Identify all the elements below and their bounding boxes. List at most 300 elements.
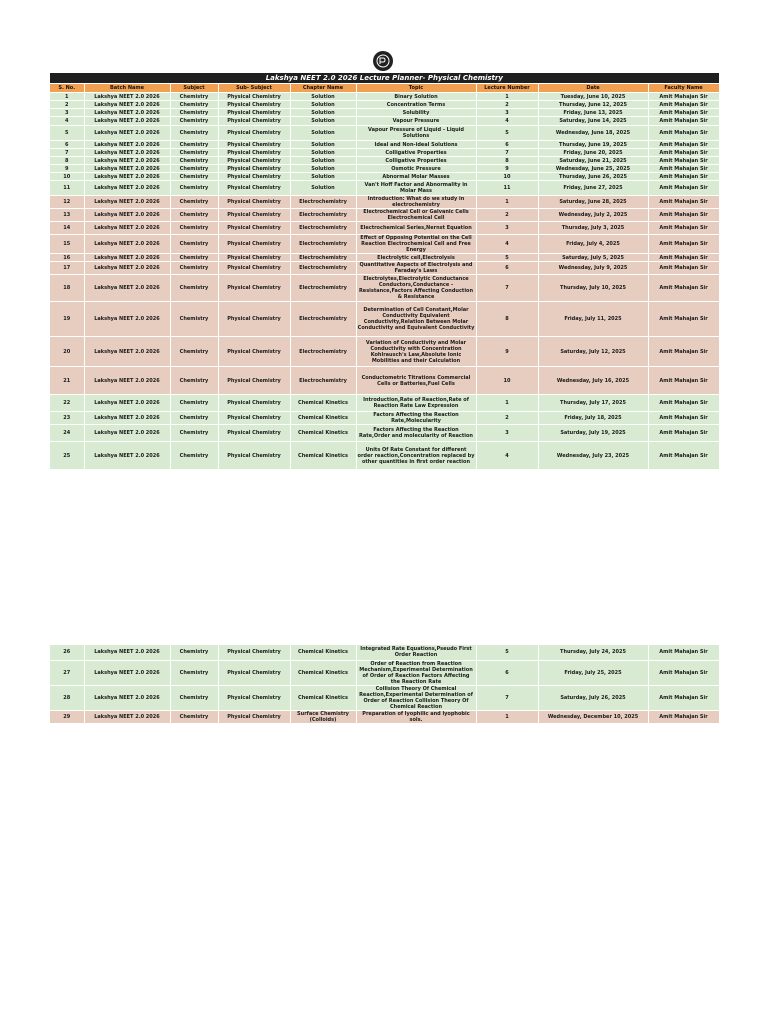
cell-sub-subject: Physical Chemistry (218, 685, 290, 710)
header-date: Date (538, 84, 648, 93)
cell-chapter-name: Solution (290, 141, 356, 149)
cell-subject: Chemistry (170, 442, 218, 470)
cell-date: Wednesday, December 10, 2025 (538, 710, 648, 723)
cell-batch-name: Lakshya NEET 2.0 2026 (84, 141, 170, 149)
table-row (50, 149, 719, 157)
cell-topic: Introduction: What do we study in electrochemistry (356, 196, 476, 209)
cell-batch-name: Lakshya NEET 2.0 2026 (84, 101, 170, 109)
cell-topic: Osmotic Pressure (356, 165, 476, 173)
header-topic: Topic (356, 84, 476, 93)
cell-sub-subject: Physical Chemistry (218, 275, 290, 302)
cell-chapter-name: Solution (290, 165, 356, 173)
header-batch-name: Batch Name (84, 84, 170, 93)
cell-topic: Introduction,Rate of Reaction,Rate of Reaction Rate Law Expression (356, 395, 476, 412)
cell-chapter-name: Electrochemistry (290, 209, 356, 222)
table-row (50, 181, 719, 196)
cell-sub-subject: Physical Chemistry (218, 302, 290, 337)
cell-date: Saturday, June 14, 2025 (538, 117, 648, 126)
cell-sub-subject: Physical Chemistry (218, 262, 290, 275)
cell-date: Saturday, June 28, 2025 (538, 196, 648, 209)
cell-batch-name: Lakshya NEET 2.0 2026 (84, 149, 170, 157)
cell-date: Wednesday, June 25, 2025 (538, 165, 648, 173)
cell-chapter-name: Solution (290, 126, 356, 141)
cell-chapter-name: Solution (290, 109, 356, 117)
cell-batch-name: Lakshya NEET 2.0 2026 (84, 442, 170, 470)
cell-batch-name: Lakshya NEET 2.0 2026 (84, 173, 170, 181)
cell-topic: Electrolytic cell,Electrolysis (356, 254, 476, 262)
cell-date: Friday, June 20, 2025 (538, 149, 648, 157)
cell-batch-name: Lakshya NEET 2.0 2026 (84, 196, 170, 209)
cell-s-no: 29 (50, 710, 84, 723)
cell-chapter-name: Solution (290, 181, 356, 196)
table-row (50, 126, 719, 141)
cell-subject: Chemistry (170, 173, 218, 181)
cell-s-no: 14 (50, 222, 84, 235)
cell-batch-name: Lakshya NEET 2.0 2026 (84, 645, 170, 660)
cell-subject: Chemistry (170, 196, 218, 209)
cell-batch-name: Lakshya NEET 2.0 2026 (84, 262, 170, 275)
cell-faculty-name: Amit Mahajan Sir (648, 645, 719, 660)
cell-subject: Chemistry (170, 117, 218, 126)
cell-topic: Concentration Terms (356, 101, 476, 109)
cell-lecture-number: 11 (476, 181, 538, 196)
cell-lecture-number: 1 (476, 395, 538, 412)
table-row (50, 141, 719, 149)
cell-subject: Chemistry (170, 275, 218, 302)
cell-subject: Chemistry (170, 222, 218, 235)
cell-chapter-name: Solution (290, 93, 356, 101)
cell-chapter-name: Solution (290, 173, 356, 181)
table-row (50, 209, 719, 222)
header-s-no: S. No. (50, 84, 84, 93)
cell-lecture-number: 8 (476, 302, 538, 337)
cell-subject: Chemistry (170, 425, 218, 442)
cell-sub-subject: Physical Chemistry (218, 412, 290, 425)
cell-faculty-name: Amit Mahajan Sir (648, 209, 719, 222)
cell-subject: Chemistry (170, 395, 218, 412)
cell-sub-subject: Physical Chemistry (218, 109, 290, 117)
cell-faculty-name: Amit Mahajan Sir (648, 412, 719, 425)
cell-date: Wednesday, June 18, 2025 (538, 126, 648, 141)
cell-faculty-name: Amit Mahajan Sir (648, 222, 719, 235)
cell-chapter-name: Electrochemistry (290, 196, 356, 209)
cell-faculty-name: Amit Mahajan Sir (648, 117, 719, 126)
cell-lecture-number: 8 (476, 157, 538, 165)
cell-s-no: 15 (50, 235, 84, 254)
cell-sub-subject: Physical Chemistry (218, 165, 290, 173)
cell-sub-subject: Physical Chemistry (218, 181, 290, 196)
cell-batch-name: Lakshya NEET 2.0 2026 (84, 685, 170, 710)
cell-chapter-name: Chemical Kinetics (290, 412, 356, 425)
table-row (50, 254, 719, 262)
cell-chapter-name: Solution (290, 101, 356, 109)
header-sub-subject: Sub- Subject (218, 84, 290, 93)
table-row (50, 173, 719, 181)
cell-batch-name: Lakshya NEET 2.0 2026 (84, 412, 170, 425)
cell-s-no: 17 (50, 262, 84, 275)
cell-subject: Chemistry (170, 181, 218, 196)
cell-chapter-name: Solution (290, 149, 356, 157)
cell-lecture-number: 6 (476, 262, 538, 275)
cell-s-no: 4 (50, 117, 84, 126)
cell-faculty-name: Amit Mahajan Sir (648, 367, 719, 395)
cell-s-no: 8 (50, 157, 84, 165)
cell-chapter-name: Electrochemistry (290, 367, 356, 395)
cell-lecture-number: 6 (476, 141, 538, 149)
cell-sub-subject: Physical Chemistry (218, 157, 290, 165)
cell-topic: Quantitative Aspects of Electrolysis and Faraday's Laws (356, 262, 476, 275)
cell-batch-name: Lakshya NEET 2.0 2026 (84, 117, 170, 126)
cell-chapter-name: Chemical Kinetics (290, 425, 356, 442)
cell-date: Friday, June 27, 2025 (538, 181, 648, 196)
cell-batch-name: Lakshya NEET 2.0 2026 (84, 93, 170, 101)
cell-s-no: 18 (50, 275, 84, 302)
cell-faculty-name: Amit Mahajan Sir (648, 141, 719, 149)
cell-subject: Chemistry (170, 685, 218, 710)
cell-s-no: 25 (50, 442, 84, 470)
cell-topic: Van't Hoff Factor and Abnormality in Molar Mass (356, 181, 476, 196)
cell-s-no: 11 (50, 181, 84, 196)
cell-sub-subject: Physical Chemistry (218, 425, 290, 442)
cell-topic: Solubility (356, 109, 476, 117)
cell-lecture-number: 2 (476, 412, 538, 425)
cell-date: Saturday, July 5, 2025 (538, 254, 648, 262)
lecture-planner-table (50, 73, 720, 470)
table-row (50, 302, 719, 337)
cell-topic: Collision Theory Of Chemical Reaction,Experimental Determination of Order of Reaction Collision Theory Of Chemical Reaction (356, 685, 476, 710)
cell-date: Saturday, July 19, 2025 (538, 425, 648, 442)
cell-sub-subject: Physical Chemistry (218, 101, 290, 109)
cell-lecture-number: 6 (476, 660, 538, 685)
cell-subject: Chemistry (170, 235, 218, 254)
cell-chapter-name: Chemical Kinetics (290, 395, 356, 412)
cell-chapter-name: Surface Chemistry (Colloids) (290, 710, 356, 723)
cell-lecture-number: 4 (476, 442, 538, 470)
cell-s-no: 12 (50, 196, 84, 209)
cell-date: Wednesday, July 9, 2025 (538, 262, 648, 275)
cell-topic: Factors Affecting the Reaction Rate,Order and molecularity of Reaction (356, 425, 476, 442)
cell-lecture-number: 1 (476, 710, 538, 723)
cell-topic: Preparation of lyophilic and lyophobic sols. (356, 710, 476, 723)
cell-lecture-number: 9 (476, 165, 538, 173)
cell-lecture-number: 7 (476, 149, 538, 157)
cell-topic: Units Of Rate Constant for different order reaction,Concentration replaced by other quantities in first order reaction (356, 442, 476, 470)
cell-s-no: 2 (50, 101, 84, 109)
cell-subject: Chemistry (170, 126, 218, 141)
table-row (50, 196, 719, 209)
table-row (50, 442, 719, 470)
cell-date: Friday, July 11, 2025 (538, 302, 648, 337)
cell-chapter-name: Electrochemistry (290, 275, 356, 302)
cell-sub-subject: Physical Chemistry (218, 117, 290, 126)
cell-subject: Chemistry (170, 141, 218, 149)
cell-subject: Chemistry (170, 149, 218, 157)
cell-batch-name: Lakshya NEET 2.0 2026 (84, 254, 170, 262)
cell-batch-name: Lakshya NEET 2.0 2026 (84, 425, 170, 442)
cell-faculty-name: Amit Mahajan Sir (648, 157, 719, 165)
cell-subject: Chemistry (170, 101, 218, 109)
cell-sub-subject: Physical Chemistry (218, 660, 290, 685)
cell-faculty-name: Amit Mahajan Sir (648, 275, 719, 302)
cell-topic: Electrolytes,Electrolytic Conductance Conductors,Conductance - Resistance,Factors Affecting Conduction & Resistance (356, 275, 476, 302)
cell-s-no: 13 (50, 209, 84, 222)
cell-date: Friday, July 18, 2025 (538, 412, 648, 425)
cell-date: Thursday, June 19, 2025 (538, 141, 648, 149)
cell-lecture-number: 7 (476, 685, 538, 710)
cell-date: Thursday, July 24, 2025 (538, 645, 648, 660)
cell-date: Thursday, June 26, 2025 (538, 173, 648, 181)
cell-faculty-name: Amit Mahajan Sir (648, 254, 719, 262)
table-row (50, 222, 719, 235)
cell-subject: Chemistry (170, 710, 218, 723)
cell-batch-name: Lakshya NEET 2.0 2026 (84, 275, 170, 302)
cell-lecture-number: 2 (476, 209, 538, 222)
table-row (50, 395, 719, 412)
cell-sub-subject: Physical Chemistry (218, 222, 290, 235)
cell-s-no: 23 (50, 412, 84, 425)
cell-s-no: 16 (50, 254, 84, 262)
header-lecture-number: Lecture Number (476, 84, 538, 93)
cell-faculty-name: Amit Mahajan Sir (648, 262, 719, 275)
cell-lecture-number: 4 (476, 117, 538, 126)
cell-s-no: 10 (50, 173, 84, 181)
cell-faculty-name: Amit Mahajan Sir (648, 685, 719, 710)
cell-lecture-number: 5 (476, 126, 538, 141)
cell-sub-subject: Physical Chemistry (218, 93, 290, 101)
cell-lecture-number: 7 (476, 275, 538, 302)
cell-sub-subject: Physical Chemistry (218, 645, 290, 660)
cell-chapter-name: Electrochemistry (290, 254, 356, 262)
cell-chapter-name: Electrochemistry (290, 262, 356, 275)
cell-batch-name: Lakshya NEET 2.0 2026 (84, 710, 170, 723)
cell-faculty-name: Amit Mahajan Sir (648, 181, 719, 196)
cell-lecture-number: 3 (476, 109, 538, 117)
cell-faculty-name: Amit Mahajan Sir (648, 302, 719, 337)
cell-batch-name: Lakshya NEET 2.0 2026 (84, 395, 170, 412)
cell-batch-name: Lakshya NEET 2.0 2026 (84, 337, 170, 367)
cell-subject: Chemistry (170, 165, 218, 173)
cell-batch-name: Lakshya NEET 2.0 2026 (84, 157, 170, 165)
table-row (50, 165, 719, 173)
cell-s-no: 28 (50, 685, 84, 710)
cell-date: Wednesday, July 16, 2025 (538, 367, 648, 395)
cell-s-no: 20 (50, 337, 84, 367)
cell-date: Thursday, July 10, 2025 (538, 275, 648, 302)
cell-faculty-name: Amit Mahajan Sir (648, 165, 719, 173)
cell-topic: Vapour Pressure (356, 117, 476, 126)
cell-lecture-number: 4 (476, 235, 538, 254)
cell-date: Saturday, July 12, 2025 (538, 337, 648, 367)
cell-s-no: 27 (50, 660, 84, 685)
cell-chapter-name: Chemical Kinetics (290, 660, 356, 685)
cell-topic: Abnormal Molar Masses (356, 173, 476, 181)
cell-sub-subject: Physical Chemistry (218, 173, 290, 181)
cell-batch-name: Lakshya NEET 2.0 2026 (84, 181, 170, 196)
cell-topic: Ideal and Non-ideal Solutions (356, 141, 476, 149)
cell-batch-name: Lakshya NEET 2.0 2026 (84, 302, 170, 337)
cell-topic: Electrochemical Series,Nernst Equation (356, 222, 476, 235)
cell-sub-subject: Physical Chemistry (218, 126, 290, 141)
cell-s-no: 24 (50, 425, 84, 442)
cell-s-no: 1 (50, 93, 84, 101)
cell-chapter-name: Electrochemistry (290, 337, 356, 367)
cell-sub-subject: Physical Chemistry (218, 235, 290, 254)
table-row (50, 645, 719, 660)
cell-faculty-name: Amit Mahajan Sir (648, 149, 719, 157)
cell-topic: Factors Affecting the Reaction Rate,Molecularity (356, 412, 476, 425)
cell-batch-name: Lakshya NEET 2.0 2026 (84, 660, 170, 685)
cell-faculty-name: Amit Mahajan Sir (648, 425, 719, 442)
cell-subject: Chemistry (170, 337, 218, 367)
cell-subject: Chemistry (170, 209, 218, 222)
table-row (50, 275, 719, 302)
cell-chapter-name: Solution (290, 157, 356, 165)
cell-chapter-name: Chemical Kinetics (290, 645, 356, 660)
cell-date: Wednesday, July 2, 2025 (538, 209, 648, 222)
header-faculty-name: Faculty Name (648, 84, 719, 93)
table-row (50, 685, 719, 710)
cell-s-no: 7 (50, 149, 84, 157)
table-row (50, 101, 719, 109)
cell-batch-name: Lakshya NEET 2.0 2026 (84, 165, 170, 173)
cell-date: Friday, July 4, 2025 (538, 235, 648, 254)
cell-s-no: 21 (50, 367, 84, 395)
table-title: Lakshya NEET 2.0 2026 Lecture Planner- Physical Chemistry (50, 73, 719, 84)
cell-s-no: 22 (50, 395, 84, 412)
cell-topic: Variation of Conductivity and Molar Conductivity with Concentration Kohlrausch's Law,Absolute Ionic Mobilities and their Calculation (356, 337, 476, 367)
cell-topic: Effect of Opposing Potential on the Cell Reaction Electrochemical Cell and Free Energy (356, 235, 476, 254)
header-chapter-name: Chapter Name (290, 84, 356, 93)
cell-faculty-name: Amit Mahajan Sir (648, 442, 719, 470)
pw-logo-icon (373, 51, 393, 71)
cell-chapter-name: Solution (290, 117, 356, 126)
table-row (50, 367, 719, 395)
table-row (50, 117, 719, 126)
cell-s-no: 19 (50, 302, 84, 337)
cell-topic: Colligative Properties (356, 149, 476, 157)
lecture-planner-table-continued (50, 645, 720, 724)
cell-subject: Chemistry (170, 157, 218, 165)
cell-faculty-name: Amit Mahajan Sir (648, 101, 719, 109)
cell-topic: Vapour Pressure of Liquid - Liquid Solutions (356, 126, 476, 141)
cell-s-no: 26 (50, 645, 84, 660)
cell-lecture-number: 3 (476, 222, 538, 235)
table-row (50, 412, 719, 425)
table-row (50, 262, 719, 275)
cell-subject: Chemistry (170, 660, 218, 685)
cell-batch-name: Lakshya NEET 2.0 2026 (84, 126, 170, 141)
table-row (50, 93, 719, 101)
cell-batch-name: Lakshya NEET 2.0 2026 (84, 235, 170, 254)
cell-topic: Order of Reaction from Reaction Mechanism,Experimental Determination of Order of Reaction Factors Affecting the Reaction Rate (356, 660, 476, 685)
cell-sub-subject: Physical Chemistry (218, 196, 290, 209)
cell-faculty-name: Amit Mahajan Sir (648, 337, 719, 367)
cell-chapter-name: Electrochemistry (290, 222, 356, 235)
cell-date: Thursday, July 3, 2025 (538, 222, 648, 235)
cell-lecture-number: 5 (476, 645, 538, 660)
cell-subject: Chemistry (170, 262, 218, 275)
cell-topic: Integrated Rate Equations,Pseudo First Order Reaction (356, 645, 476, 660)
cell-sub-subject: Physical Chemistry (218, 395, 290, 412)
cell-topic: Binary Solution (356, 93, 476, 101)
cell-batch-name: Lakshya NEET 2.0 2026 (84, 367, 170, 395)
cell-subject: Chemistry (170, 367, 218, 395)
table-row (50, 109, 719, 117)
cell-chapter-name: Electrochemistry (290, 235, 356, 254)
cell-faculty-name: Amit Mahajan Sir (648, 109, 719, 117)
cell-faculty-name: Amit Mahajan Sir (648, 660, 719, 685)
cell-sub-subject: Physical Chemistry (218, 367, 290, 395)
cell-subject: Chemistry (170, 254, 218, 262)
cell-lecture-number: 2 (476, 101, 538, 109)
cell-subject: Chemistry (170, 412, 218, 425)
cell-date: Tuesday, June 10, 2025 (538, 93, 648, 101)
cell-sub-subject: Physical Chemistry (218, 141, 290, 149)
cell-lecture-number: 9 (476, 337, 538, 367)
cell-s-no: 9 (50, 165, 84, 173)
cell-chapter-name: Chemical Kinetics (290, 442, 356, 470)
cell-subject: Chemistry (170, 109, 218, 117)
cell-date: Saturday, June 21, 2025 (538, 157, 648, 165)
cell-subject: Chemistry (170, 302, 218, 337)
cell-sub-subject: Physical Chemistry (218, 149, 290, 157)
cell-faculty-name: Amit Mahajan Sir (648, 196, 719, 209)
cell-lecture-number: 1 (476, 93, 538, 101)
cell-s-no: 6 (50, 141, 84, 149)
cell-date: Thursday, June 12, 2025 (538, 101, 648, 109)
cell-topic: Colligative Properties (356, 157, 476, 165)
cell-date: Friday, July 25, 2025 (538, 660, 648, 685)
cell-s-no: 5 (50, 126, 84, 141)
cell-topic: Electrochemical Cell or Galvanic Cells Electrochemical Cell (356, 209, 476, 222)
cell-faculty-name: Amit Mahajan Sir (648, 395, 719, 412)
cell-chapter-name: Electrochemistry (290, 302, 356, 337)
cell-sub-subject: Physical Chemistry (218, 254, 290, 262)
cell-subject: Chemistry (170, 93, 218, 101)
cell-faculty-name: Amit Mahajan Sir (648, 126, 719, 141)
cell-sub-subject: Physical Chemistry (218, 710, 290, 723)
header-subject: Subject (170, 84, 218, 93)
table-row (50, 337, 719, 367)
cell-faculty-name: Amit Mahajan Sir (648, 235, 719, 254)
table-row (50, 235, 719, 254)
cell-subject: Chemistry (170, 645, 218, 660)
cell-sub-subject: Physical Chemistry (218, 442, 290, 470)
cell-s-no: 3 (50, 109, 84, 117)
cell-faculty-name: Amit Mahajan Sir (648, 93, 719, 101)
cell-sub-subject: Physical Chemistry (218, 337, 290, 367)
cell-batch-name: Lakshya NEET 2.0 2026 (84, 222, 170, 235)
cell-batch-name: Lakshya NEET 2.0 2026 (84, 109, 170, 117)
table-row (50, 425, 719, 442)
table-row (50, 710, 719, 723)
cell-lecture-number: 3 (476, 425, 538, 442)
table-row (50, 157, 719, 165)
cell-faculty-name: Amit Mahajan Sir (648, 173, 719, 181)
cell-lecture-number: 10 (476, 367, 538, 395)
cell-batch-name: Lakshya NEET 2.0 2026 (84, 209, 170, 222)
cell-topic: Determination of Cell Constant,Molar Conductivity Equivalent Conductivity,Relation Between Molar Conductivity and Equivalent Conductivity (356, 302, 476, 337)
cell-topic: Conductometric Titrations Commercial Cells or Batteries,Fuel Cells (356, 367, 476, 395)
cell-date: Friday, June 13, 2025 (538, 109, 648, 117)
cell-lecture-number: 1 (476, 196, 538, 209)
cell-faculty-name: Amit Mahajan Sir (648, 710, 719, 723)
cell-lecture-number: 10 (476, 173, 538, 181)
cell-date: Thursday, July 17, 2025 (538, 395, 648, 412)
cell-chapter-name: Chemical Kinetics (290, 685, 356, 710)
cell-sub-subject: Physical Chemistry (218, 209, 290, 222)
cell-date: Wednesday, July 23, 2025 (538, 442, 648, 470)
